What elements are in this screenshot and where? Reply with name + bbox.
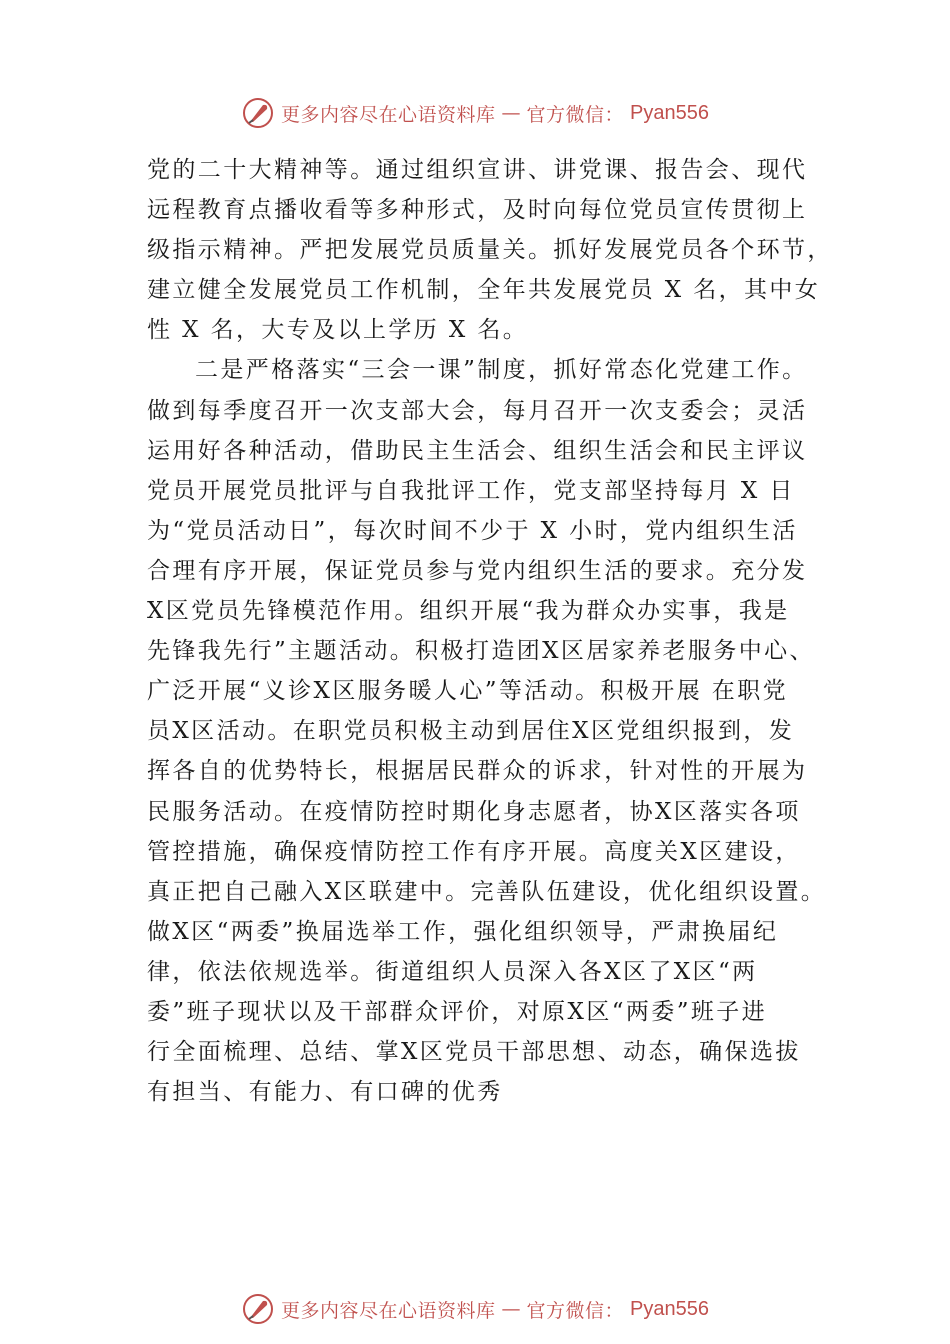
- text-line: 员X区活动。在职党员积极主动到居住X区党组织报到，发: [147, 718, 795, 745]
- text-line: 性 X 名，大专及以上学历 X 名。: [147, 317, 529, 344]
- text-line: 管控措施，确保疫情防控工作有序开展。高度关X区建设，: [147, 838, 801, 865]
- text-line: 二是严格落实“三会一课”制度，抓好常态化党建工作。: [195, 357, 808, 384]
- text-line: 广泛开展“义诊X区服务暖人心”等活动。积极开展 在职党: [147, 678, 789, 705]
- text-line: 律，依法依规选举。街道组织人员深入各X区了X区“两: [147, 958, 758, 985]
- footer-watermark-banner: [0, 1289, 950, 1329]
- banner-site-text: 更多内容尽在心语资料库: [281, 1299, 496, 1322]
- text-line: 级指示精神。严把发展党员质量关。抓好发展党员各个环节，: [147, 237, 833, 264]
- text-line: 远程教育点播收看等多种形式，及时向每位党员宣传贯彻上: [147, 197, 808, 224]
- banner-wechat-label: 官方微信：: [526, 1299, 625, 1322]
- banner-wechat-id: Pyan556: [630, 1297, 709, 1320]
- banner-wechat-label: 官方微信：: [526, 103, 625, 126]
- text-line: 挥各自的优势特长，根据居民群众的诉求，针对性的开展为: [147, 758, 808, 785]
- text-line: 党的二十大精神等。通过组织宣讲、讲党课、报告会、现代: [147, 157, 808, 183]
- text-line: 运用好各种活动，借助民主生活会、组织生活会和民主评议: [147, 437, 808, 464]
- banner-site-text: 更多内容尽在心语资料库: [281, 103, 496, 126]
- text-line: 党员开展党员批评与自我批评工作，党支部坚持每月 X 日: [147, 477, 795, 504]
- text-line: 建立健全发展党员工作机制，全年共发展党员 X 名，其中女: [147, 277, 821, 304]
- text-line: X区党员先锋模范作用。组织开展“我为群众办实事，我是: [147, 598, 790, 625]
- text-line: 行全面梳理、总结、掌X区党员干部思想、动态，确保选拔: [147, 1039, 801, 1066]
- text-line: 民服务活动。在疫情防控时期化身志愿者，协X区落实各项: [147, 798, 801, 825]
- header-watermark-banner: [0, 93, 950, 133]
- text-line: 合理有序开展，保证党员参与党内组织生活的要求。充分发: [147, 557, 808, 584]
- text-line: 做X区“两委”换届选举工作，强化组织领导，严肃换届纪: [147, 918, 779, 945]
- text-line: 先锋我先行”主题活动。积极打造团X区居家养老服务中心、: [147, 638, 815, 665]
- text-line: 委”班子现状以及干部群众评价，对原X区“两委”班子进: [147, 998, 768, 1025]
- banner-separator: —: [501, 102, 521, 124]
- banner-separator: —: [501, 1298, 521, 1320]
- feather-pen-icon: [241, 96, 275, 130]
- text-line: 有担当、有能力、有口碑的优秀: [147, 1079, 503, 1106]
- text-line: 真正把自己融入X区联建中。完善队伍建设，优化组织设置。: [147, 878, 827, 905]
- text-line: 为“党员活动日”，每次时间不少于 X 小时，党内组织生活: [147, 517, 798, 544]
- text-line: 做到每季度召开一次支部大会，每月召开一次支委会；灵活: [147, 397, 808, 424]
- document-body: [147, 150, 833, 1112]
- banner-wechat-id: Pyan556: [630, 101, 709, 124]
- feather-pen-icon: [241, 1292, 275, 1326]
